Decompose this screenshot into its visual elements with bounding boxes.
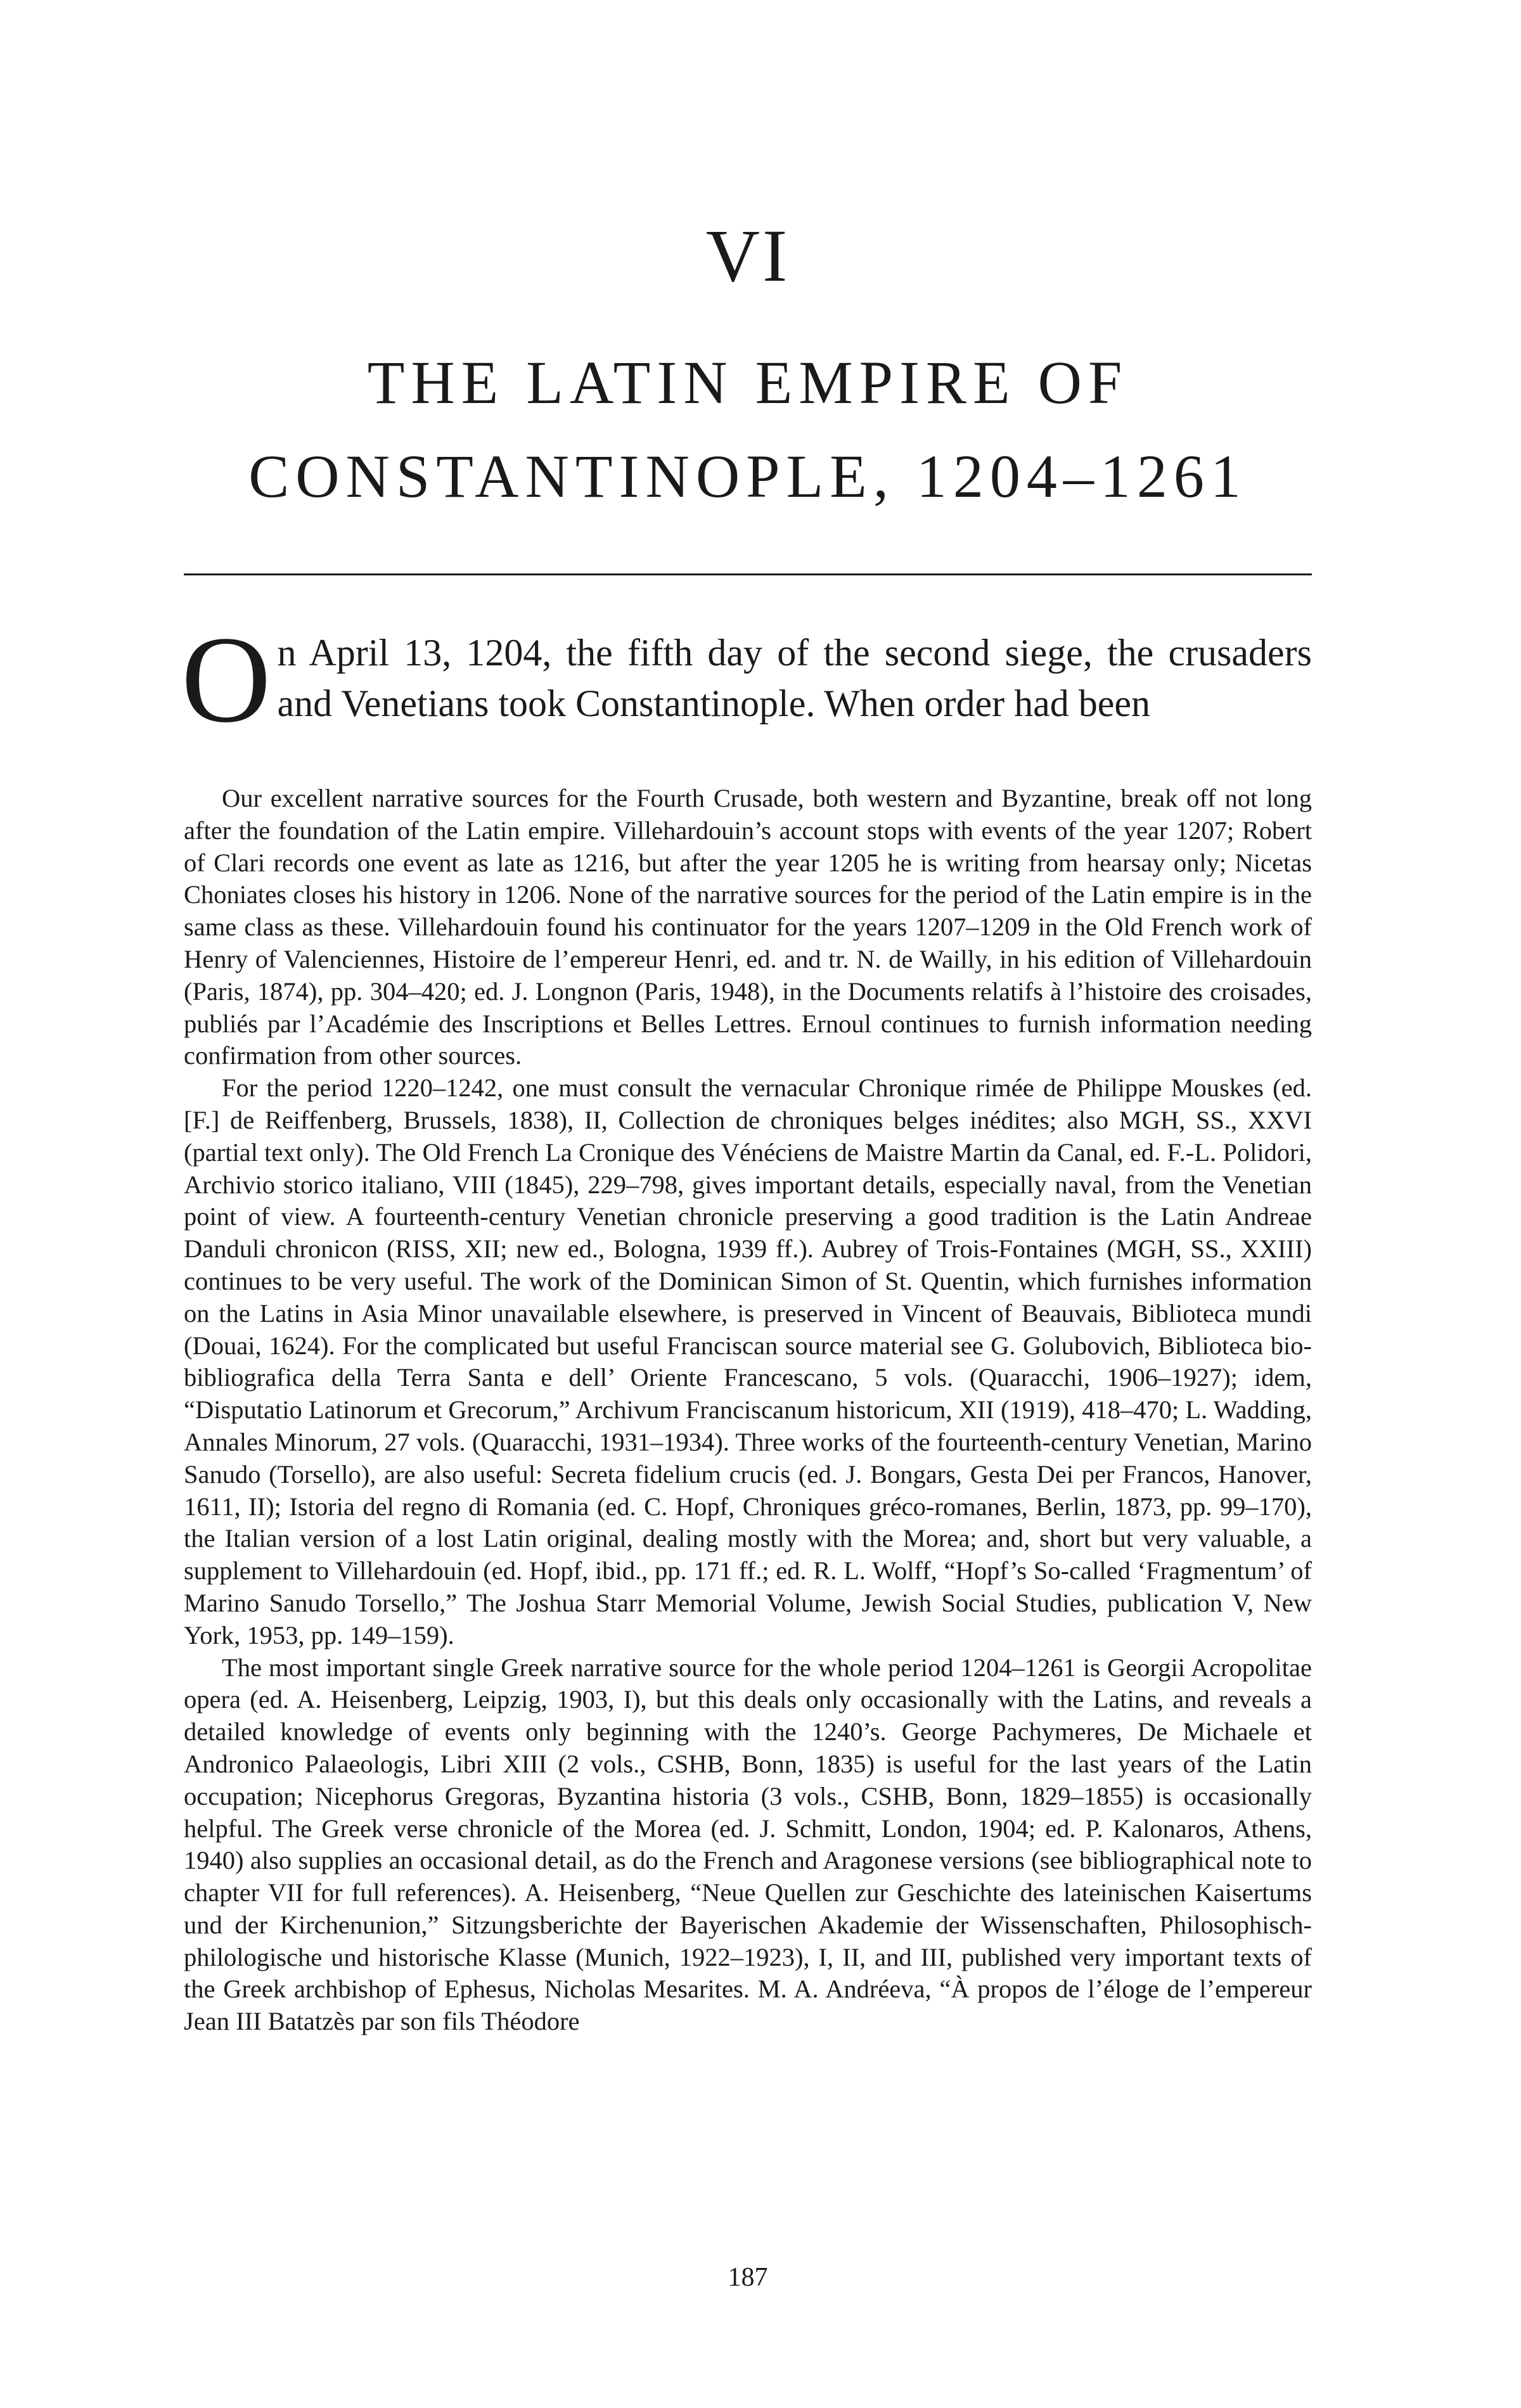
opening-paragraph [181, 611, 1312, 748]
title-divider [184, 573, 1312, 575]
chapter-title-line-1: THE LATIN EMPIRE OF [367, 349, 1129, 416]
page-number: 187 [728, 2263, 768, 2292]
note-paragraph: The most important single Greek narrative source for the whole period 1204–1261 is Georgii Acropolitae opera (ed. A. Heisenberg, Leipzig, 1903, I), but this deals only occasionally with the Latins, and reveals a detailed knowledge of events only beginning with the 1240’s. George Pachymeres, De Michaele et Andronico Palaeologis, Libri XIII (2 vols., CSHB, Bonn, 1835) is useful for the last years of the Latin occupation; Nicephorus Gregoras, Byzantina historia (3 vols., CSHB, Bonn, 1829–1855) is occasionally helpful. The Greek verse chronicle of the Morea (ed. J. Schmitt, London, 1904; ed. P. Kalonaros, Athens, 1940) also supplies an occasional detail, as do the French and Aragonese versions (see bibliographical note to chapter VII for full references). A. Heisenberg, “Neue Quellen zur Geschichte des lateinischen Kaisertums und der Kirchenunion,” Sitzungsberichte der Bayerischen Akademie der Wissenschaften, Philosophisch-philologische und historische Klasse (Munich, 1922–1923), I, II, and III, published very important texts of the Greek archbishop of Ephesus, Nicholas Mesarites. M. A. Andréeva, “À propos de l’éloge de l’empereur Jean III Batatzès par son fils Théodore [184, 1653, 1312, 2036]
opening-text: n April 13, 1204, the fifth day of the second siege, the crusaders and Venetians took Constantinople. When order had been [277, 632, 1312, 724]
chapter-title-line-2: CONSTANTINOPLE, 1204–1261 [248, 442, 1247, 510]
note-paragraph: Our excellent narrative sources for the Fourth Crusade, both western and Byzantine, break off not long after the foundation of the Latin empire. Villehardouin’s account stops with events of the year 1207; Robert of Clari records one event as late as 1216, but after the year 1205 he is writing from hearsay only; Nicetas Choniates closes his history in 1206. None of the narrative sources for the period of the Latin empire is in the same class as these. Villehardouin found his continuator for the years 1207–1209 in the Old French work of Henry of Valenciennes, Histoire de l’empereur Henri, ed. and tr. N. de Wailly, in his edition of Villehardouin (Paris, 1874), pp. 304–420; ed. J. Longnon (Paris, 1948), in the Documents relatifs à l’histoire des croisades, publiés par l’Académie des Inscriptions et Belles Lettres. Ernoul continues to furnish information needing confirmation from other sources. [184, 784, 1312, 1070]
bibliographical-note [184, 783, 1312, 2038]
chapter-number: VI [705, 214, 790, 297]
drop-cap: O [181, 611, 271, 748]
chapter-title [184, 336, 1312, 523]
note-paragraph: For the period 1220–1242, one must consult the vernacular Chronique rimée de Philippe Mouskes (ed. [F.] de Reiffenberg, Brussels, 1838), II, Collection de chroniques belges inédites; also MGH, SS., XXVI (partial text only). The Old French La Cronique des Vénéciens de Maistre Martin da Canal, ed. F.-L. Polidori, Archivio storico italiano, VIII (1845), 229–798, gives important details, especially naval, from the Venetian point of view. A fourteenth-century Venetian chronicle preserving a good tradition is the Latin Andreae Danduli chronicon (RISS, XII; new ed., Bologna, 1939 ff.). Aubrey of Trois-Fontaines (MGH, SS., XXIII) continues to be very useful. The work of the Dominican Simon of St. Quentin, which furnishes information on the Latins in Asia Minor unavailable elsewhere, is preserved in Vincent of Beauvais, Biblioteca mundi (Douai, 1624). For the complicated but useful Franciscan source material see G. Golubovich, Biblioteca bio-bibliografica della Terra Santa e dell’ Oriente Francescano, 5 vols. (Quaracchi, 1906–1927); idem, “Disputatio Latinorum et Grecorum,” Archivum Franciscanum historicum, XII (1919), 418–470; L. Wadding, Annales Minorum, 27 vols. (Quaracchi, 1931–1934). Three works of the fourteenth-century Venetian, Marino Sanudo (Torsello), are also useful: Secreta fidelium crucis (ed. J. Bongars, Gesta Dei per Francos, Hanover, 1611, II); Istoria del regno di Romania (ed. C. Hopf, Chroniques gréco-romanes, Berlin, 1873, pp. 99–170), the Italian version of a lost Latin original, dealing mostly with the Morea; and, short but very valuable, a supplement to Villehardouin (ed. Hopf, ibid., pp. 171 ff.; ed. R. L. Wolff, “Hopf’s So-called ‘Fragmentum’ of Marino Sanudo Torsello,” The Joshua Starr Memorial Volume, Jewish Social Studies, publication V, New York, 1953, pp. 149–159). [184, 1073, 1312, 1649]
book-page [181, 0, 1312, 2408]
